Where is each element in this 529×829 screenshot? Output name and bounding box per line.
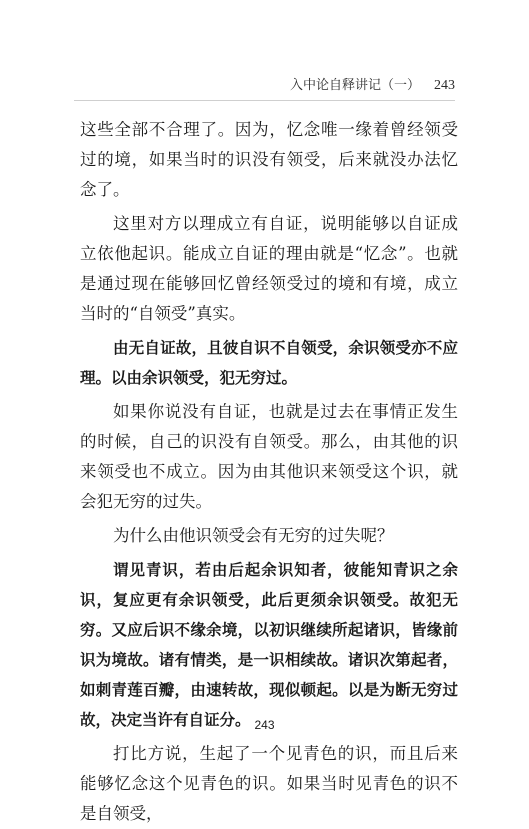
- quoted-passage-1: 由无自证故，且彼自识不自领受，余识领受亦不应理。以由余识领受，犯无穷过。: [80, 339, 458, 387]
- quoted-passage-2: 谓见青识，若由后起余识知者，彼能知青识之余识，复应更有余识领受，此后更须余识领受。故犯无穷。又应后识不缘余境，以初识继续所起诸识，皆缘前识为境故。诸有情类，是一识相续故。诸识次第起者，如刺青莲百瓣，由速转故，现似顿起。以是为断无穷过故，决定当许有自证分。: [80, 561, 458, 729]
- paragraph-4: 为什么由他识领受会有无穷的过失呢？: [113, 526, 394, 545]
- header-divider: [74, 100, 455, 101]
- running-header: [290, 74, 455, 94]
- paragraph-1: 这些全部不合理了。因为，忆念唯一缘着曾经领受过的境，如果当时的识没有领受，后来就没办法忆念了。: [80, 120, 458, 199]
- paragraph-2: 这里对方以理成立有自证，说明能够以自证成立依他起识。能成立自证的理由就是“忆念”。也就是通过现在能够回忆曾经领受过的境和有境，成立当时的“自领受”真实。: [80, 214, 458, 323]
- footer-page-number: 243: [254, 718, 275, 732]
- paragraph-3: 如果你说没有自证，也就是过去在事情正发生的时候，自己的识没有自领受。那么，由其他的识来领受也不成立。因为由其他识来领受这个识，就会犯无穷的过失。: [80, 402, 458, 511]
- header-page-number: 243: [434, 78, 455, 93]
- paragraph-5: 打比方说，生起了一个见青色的识，而且后来能够忆念这个见青色的识。如果当时见青色的识不是自领受，: [80, 744, 458, 823]
- header-title: 入中论自释讲记（一）: [289, 78, 420, 93]
